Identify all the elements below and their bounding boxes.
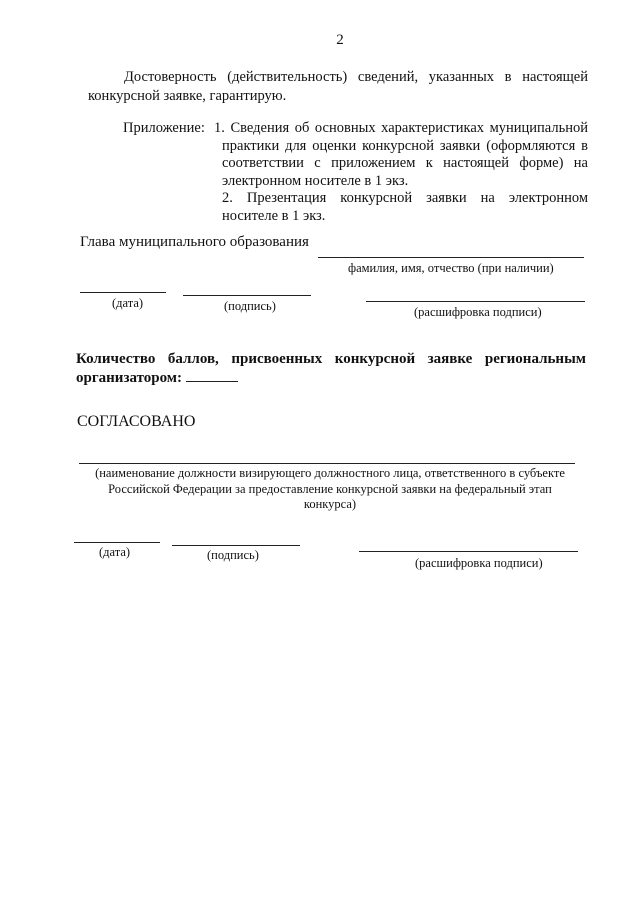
score-blank (186, 368, 238, 382)
agreed-position-line (79, 463, 575, 464)
agreed-decoding-line (359, 551, 578, 552)
agreed-signature-line (172, 545, 300, 546)
agreed-decoding-caption: (расшифровка подписи) (415, 556, 543, 570)
reliability-statement: Достоверность (действительность) сведений, указанных в настоящей конкурсной заявке, гарантирую. (88, 69, 588, 104)
head-date-caption: (дата) (112, 296, 144, 310)
head-name-caption: фамилия, имя, отчество (при наличии) (348, 261, 554, 275)
head-decoding-line (366, 301, 585, 302)
head-decoding-caption: (расшифровка подписи) (414, 305, 542, 319)
head-date-line (80, 292, 166, 293)
head-name-line (318, 257, 584, 258)
attachment-label: Приложение: (123, 120, 205, 136)
page-number: 2 (336, 32, 344, 48)
attachment-list (214, 120, 588, 225)
agreed-date-line (74, 542, 160, 543)
score-statement (76, 350, 586, 387)
head-signature-caption: (подпись) (224, 299, 276, 313)
head-label: Глава муниципального образования (80, 234, 309, 250)
attachment-item-1: 1. Сведения об основных характеристиках муниципальной практики для оценки конкурсной заявки (оформляются в соответствии с приложением к настоящей форме) на электронном носителе в 1 экз. (214, 120, 588, 189)
agreed-date-caption: (дата) (99, 545, 131, 559)
agreed-title: СОГЛАСОВАНО (77, 413, 196, 430)
head-signature-line (183, 295, 311, 296)
agreed-signature-caption: (подпись) (207, 548, 259, 562)
agreed-position-caption: (наименование должности визирующего должностного лица, ответственного в субъекте Российской Федерации за предоставление конкурсной заявки на федеральный этап конкурса) (95, 466, 565, 511)
score-text: Количество баллов, присвоенных конкурсной заявке региональным организатором: (76, 351, 586, 386)
attachment-item-2: 2. Презентация конкурсной заявки на электронном носителе в 1 экз. (222, 190, 588, 224)
